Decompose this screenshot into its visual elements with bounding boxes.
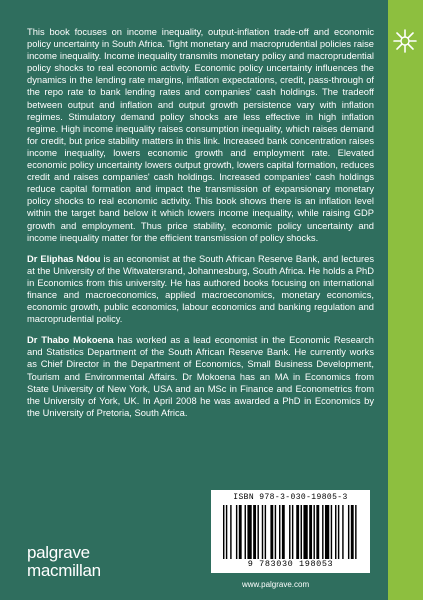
publisher-name-line2: macmillan <box>27 561 101 580</box>
publisher-name-line1: palgrave <box>27 543 90 562</box>
barcode-bar <box>313 505 314 559</box>
barcode-bar <box>338 505 339 559</box>
barcode-bar <box>316 505 319 559</box>
barcode-block <box>211 490 370 573</box>
barcode-bar <box>309 505 312 559</box>
barcode-bar <box>265 505 266 559</box>
barcode-bar <box>296 505 299 559</box>
barcode-bar <box>342 505 343 559</box>
barcode-bar <box>270 505 273 559</box>
barcode-bar <box>292 505 293 559</box>
author-name-ndou: Dr Eliphas Ndou <box>27 253 101 264</box>
barcode-bar <box>247 505 251 559</box>
barcode-bar <box>325 505 329 559</box>
barcode-bar <box>351 505 354 559</box>
barcode-bar <box>335 505 336 559</box>
barcode-bar <box>303 505 307 559</box>
barcode <box>223 505 358 559</box>
barcode-bar <box>223 505 224 559</box>
barcode-bar <box>239 505 242 559</box>
barcode-bar <box>289 505 290 559</box>
barcode-bar <box>226 505 227 559</box>
publisher-website: www.palgrave.com <box>242 580 310 589</box>
barcode-bar <box>253 505 256 559</box>
barcode-bar <box>348 505 349 559</box>
author-bio-text-ndou: is an economist at the South African Reserve Bank, and lectures at the University of the Witwatersrand, Johannesburg, South Africa. He holds a PhD in Economics from this university. He has authored books focusing on international finance and macroeconomics, applied macroeconomics, monetary economics, economic growth, public economics, labour economics and banking regulation and macroprudential policy. <box>27 253 374 325</box>
barcode-bar <box>262 505 263 559</box>
barcode-bar <box>301 505 302 559</box>
book-description: This book focuses on income inequality, output-inflation trade-off and economic policy uncertainty in South Africa. Tight monetary and macroprudential policies raise income inequality. Income inequality transmits monetary policy and macroprudential policy shocks to real economic activity. Economic policy uncertainty influences the dynamics in the lending rate margins, inflation expectations, credit, pass-through of the repo rate to bank lending rates and companies' cash holdings. The tradeoff between output and inflation and output growth persistence vary with inflation regimes. Stimulatory demand policy shocks are less effective in high inflation regime. High income inequality raises consumption inequality, which raises demand for credit, but price stability matters in this link. Increased bank concentration raises income inequality, lowers economic growth and employment rate. Elevated economic policy uncertainty lowers output growth, lowers capital formation, reduces credit and raises companies' cash holdings. Increased companies' cash holdings reduce capital formation and impact the transmission of expansionary monetary policy shocks to real economic activity. This book shows there is an inflation level within the target band below it which lowers income inequality, while raising GDP growth and employment. Thus price stability, economic policy uncertainty and income inequality matter for the efficient transmission of policy shocks. <box>27 27 374 243</box>
publisher-logo <box>27 544 147 580</box>
spine-band <box>388 0 423 600</box>
barcode-bar <box>331 505 332 559</box>
author-name-mokoena: Dr Thabo Mokoena <box>27 335 114 346</box>
barcode-bar <box>355 505 356 559</box>
barcode-bar <box>275 505 276 559</box>
barcode-bar <box>230 505 231 559</box>
barcode-bar <box>322 505 323 559</box>
barcode-bar <box>282 505 285 559</box>
barcode-digits: 9 783030 198053 <box>247 559 334 569</box>
barcode-bar <box>236 505 237 559</box>
author-bio-text-mokoena: has worked as a lead economist in the Economic Research and Statistics Department of the South African Reserve Bank. He currently works as Chief Director in the Department of Economics, Small Business Development, Tourism and Environmental Affairs. Dr Mokoena has an MA in Economics from State University of New York, USA and an MSc in Finance and Econometrics from the University of York, UK. In April 2008 he was awarded a PhD in Economics by the University of Pretoria, South Africa. <box>27 335 374 418</box>
author-bio-mokoena <box>27 334 374 419</box>
barcode-bar <box>245 505 246 559</box>
cover-text <box>27 26 374 428</box>
author-bio-ndou <box>27 253 374 326</box>
barcode-bar <box>257 505 258 559</box>
barcode-bar <box>279 505 280 559</box>
palgrave-star-icon <box>392 28 418 54</box>
isbn-label: ISBN 978-3-030-19805-3 <box>233 493 348 502</box>
